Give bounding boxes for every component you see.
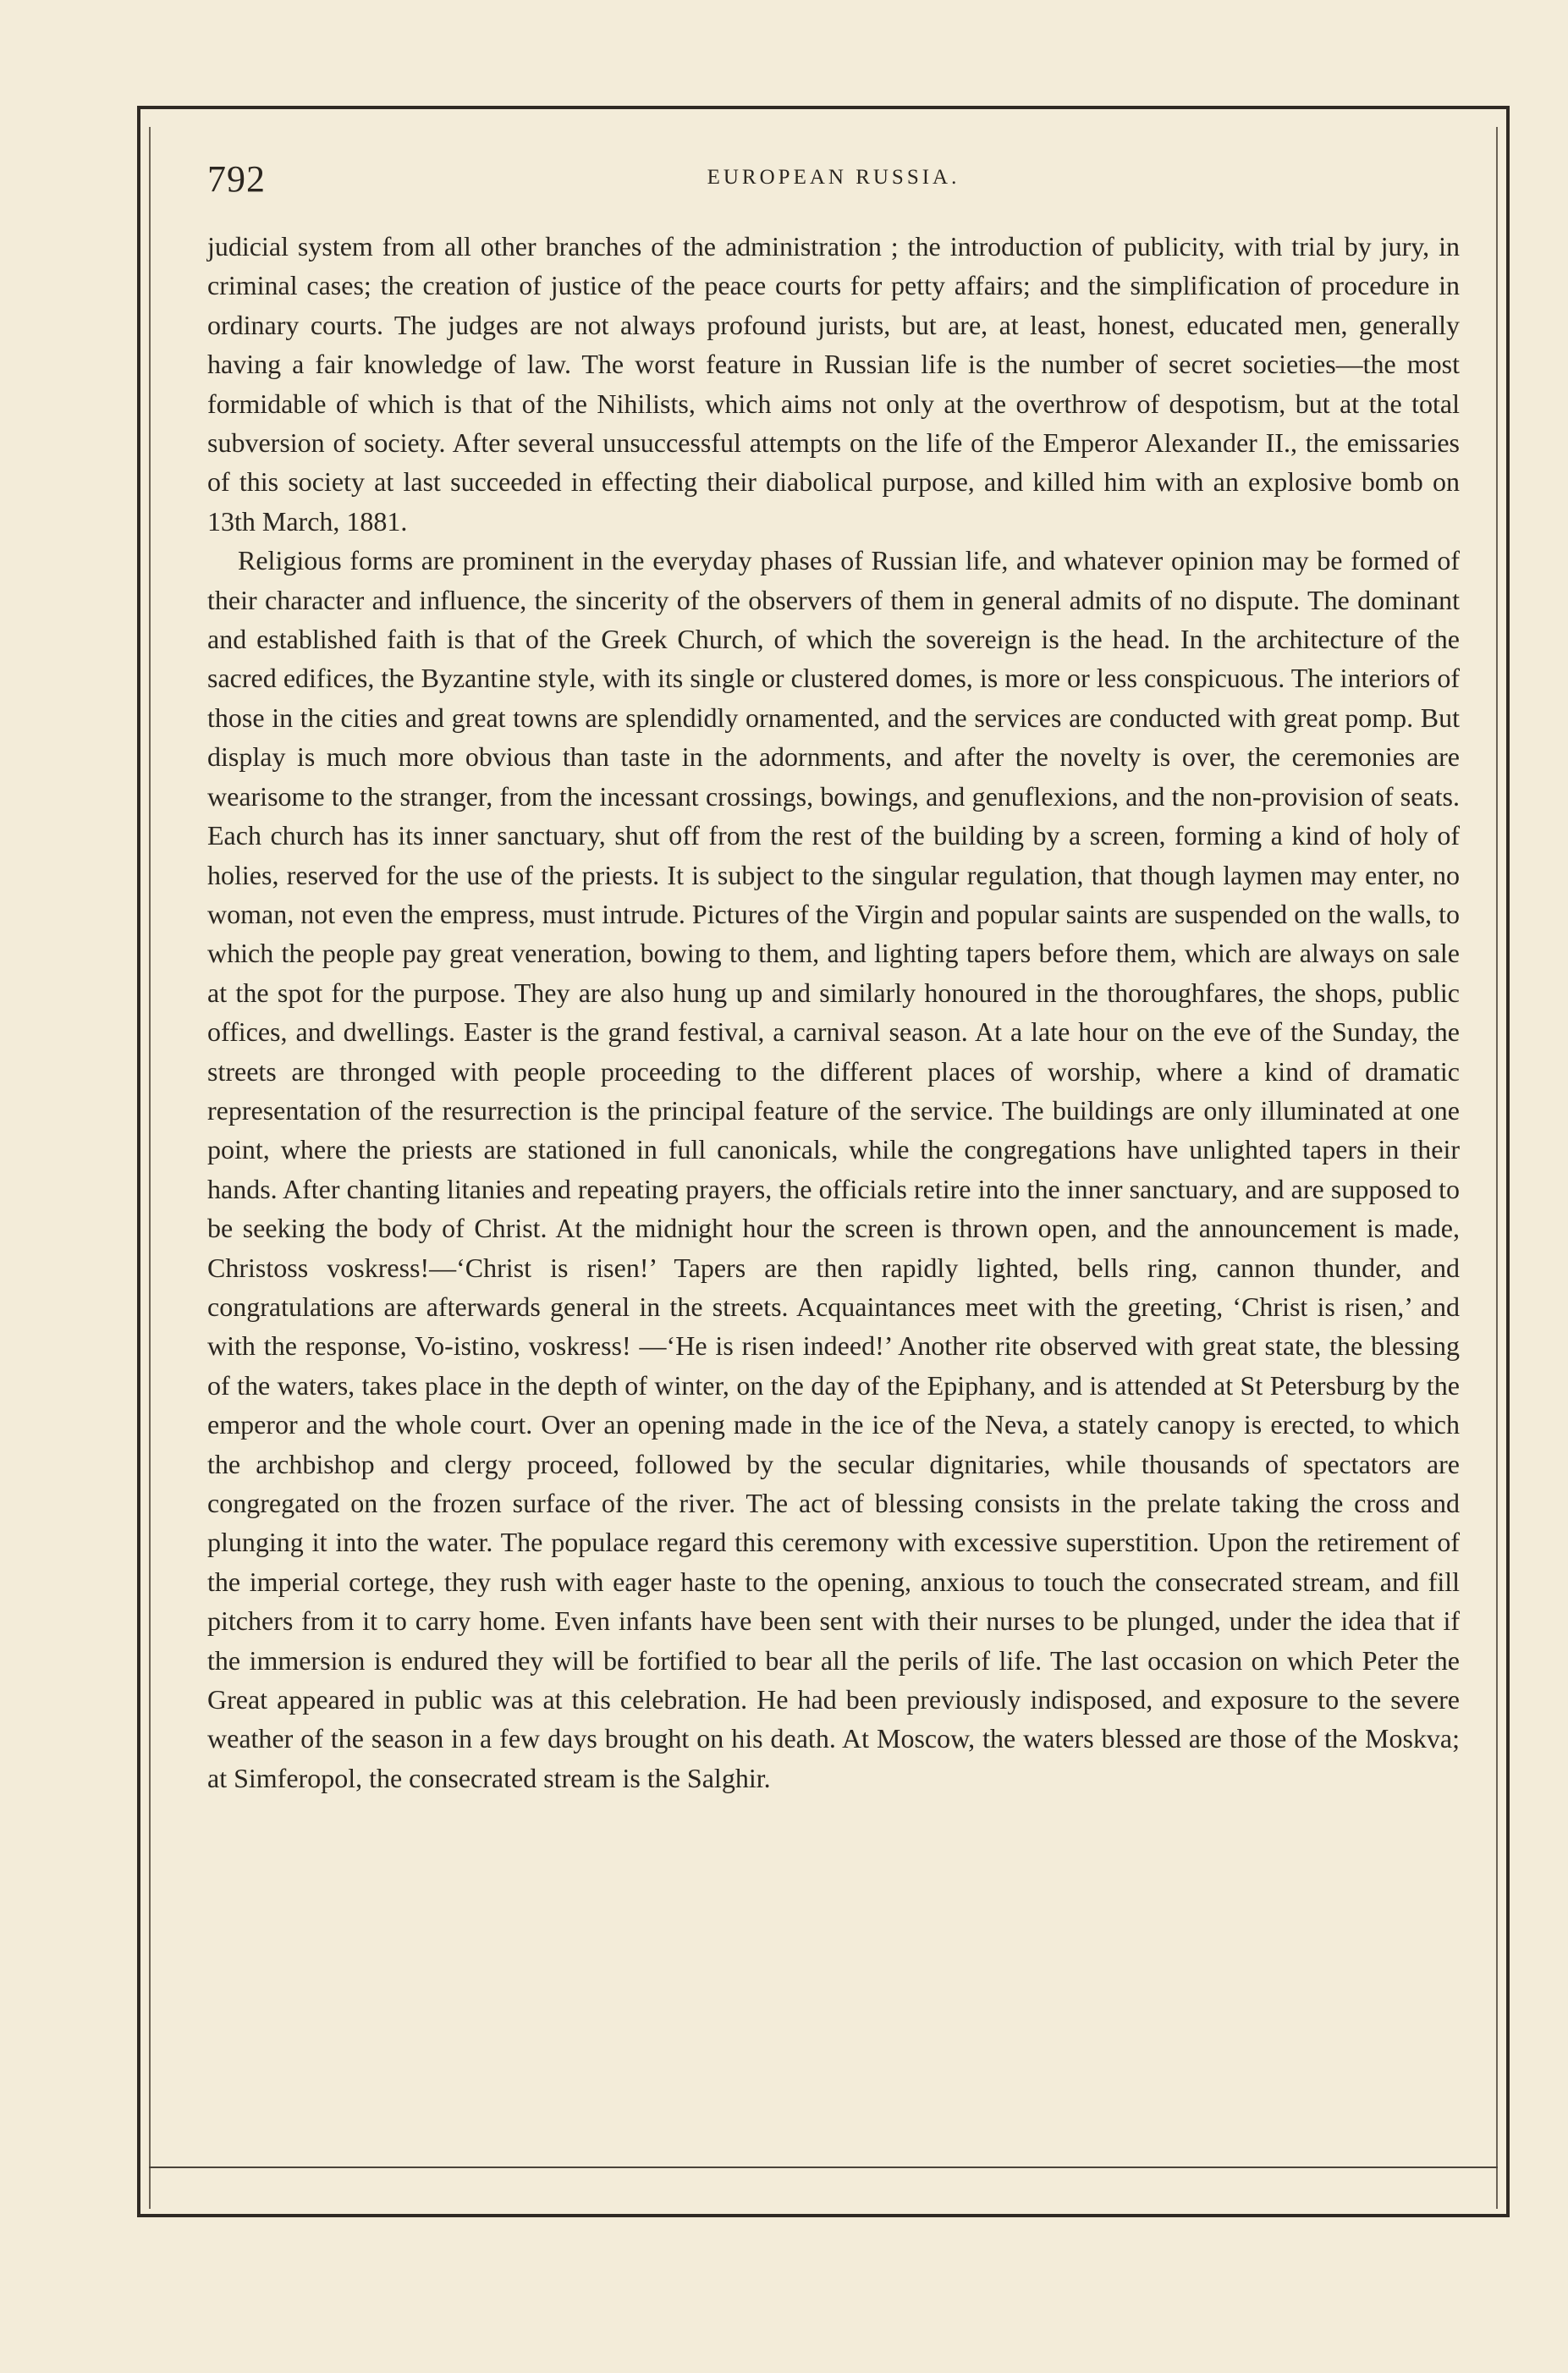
paragraph-religious-forms: Religious forms are prominent in the everyday phases of Russian life, and whatever opinion may be formed of their character and influence, the sincerity of the observers of them in general admits of no dispute. The dominant and established faith is that of the Greek Church, of which the sovereign is the head. In the architecture of the sacred edifices, the Byzantine style, with its single or clustered domes, is more or less conspicuous. The interiors of those in the cities and great towns are splendidly ornamented, and the services are conducted with great pomp. But display is much more obvious than taste in the adornments, and after the novelty is over, the ceremonies are wearisome to the stranger, from the incessant crossings, bowings, and genuflexions, and the non-provision of seats. Each church has its inner sanctuary, shut off from the rest of the building by a screen, forming a kind of holy of holies, reserved for the use of the priests. It is subject to the singular regulation, that though laymen may enter, no woman, not even the empress, must intrude. Pictures of the Virgin and popular saints are suspended on the walls, to which the people pay great veneration, bowing to them, and lighting tapers before them, which are always on sale at the spot for the purpose. They are also hung up and similarly honoured in the thoroughfares, the shops, public offices, and dwellings. Easter is the grand festival, a carnival season. At a late hour on the eve of the Sunday, the streets are thronged with people proceeding to the different places of worship, where a kind of dramatic representation of the resurrection is the principal feature of the service. The buildings are only illuminated at one point, where the priests are stationed in full canonicals, while the congregations have unlighted tapers in their hands. After chanting litanies and repeating prayers, the officials retire into the inner sanctuary, and are supposed to be seeking the body of Christ. At the midnight hour the screen is thrown open, and the announcement is made, Christoss voskress!—‘Christ is risen!’ Tapers are then rapidly lighted, bells ring, cannon thunder, and congratulations are afterwards general in the streets. Acquaintances meet with the greeting, ‘Christ is risen,’ and with the response, Vo-istino, voskress! —‘He is risen indeed!’ Another rite observed with great state, the blessing of the waters, takes place in the depth of winter, on the day of the Epiphany, and is attended at St Petersburg by the emperor and the whole court. Over an opening made in the ice of the Neva, a stately canopy is erected, to which the archbishop and clergy proceed, followed by the secular dignitaries, while thousands of spectators are congregated on the frozen surface of the river. The act of blessing consists in the prelate taking the cross and plunging it into the water. The populace regard this ceremony with excessive superstition. Upon the retirement of the imperial cortege, they rush with eager haste to the opening, anxious to touch the consecrated stream, and fill pitchers from it to carry home. Even infants have been sent with their nurses to be plunged, under the idea that if the immersion is endured they will be fortified to bear all the perils of life. The last occasion on which Peter the Great appeared in public was at this celebration. He had been previously indisposed, and exposure to the severe weather of the season in a few days brought on his death. At Moscow, the waters blessed are those of the Moskva; at Simferopol, the consecrated stream is the Salghir. xyxy=(207,545,1460,1793)
page-number: 792 xyxy=(207,158,266,200)
paragraph-judicial: judicial system from all other branches of the administration ; the introduction of publicity, with trial by jury, in criminal cases; the creation of justice of the peace courts for petty affairs; and the simplification of procedure in ordinary courts. The judges are not always profound jurists, but are, at least, honest, educated men, generally having a fair knowledge of law. The worst feature in Russian life is the number of secret societies—the most formidable of which is that of the Nihilists, which aims not only at the overthrow of despotism, but at the total subversion of society. After several unsuccessful attempts on the life of the Emperor Alexander II., the emissaries of this society at last succeeded in effecting their diabolical purpose, and killed him with an explosive bomb on 13th March, 1881. xyxy=(207,231,1460,537)
page-header xyxy=(207,157,1460,208)
bottom-rule xyxy=(149,2167,1498,2168)
running-title: EUROPEAN RUSSIA. xyxy=(707,166,960,189)
body-text xyxy=(207,227,1460,1798)
